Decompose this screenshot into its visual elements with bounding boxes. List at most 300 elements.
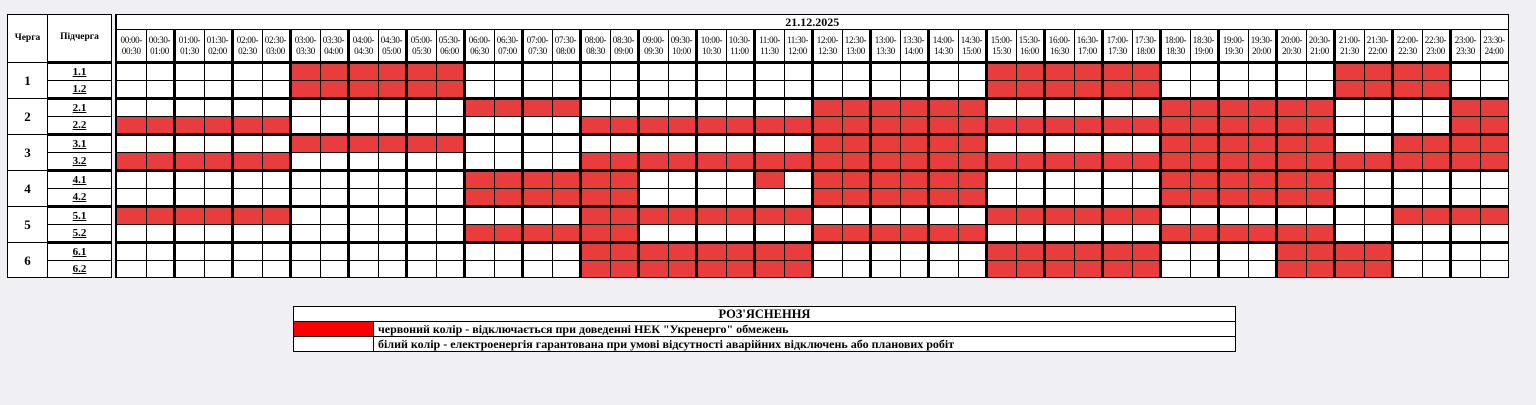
outage-cell <box>146 117 174 135</box>
power-cell <box>494 261 522 278</box>
time-slot-header <box>1364 30 1392 63</box>
outage-cell <box>552 225 580 243</box>
outage-cell <box>1450 153 1480 171</box>
power-cell <box>522 135 552 153</box>
outage-cell <box>1218 117 1248 135</box>
power-cell <box>116 99 146 117</box>
outage-cell <box>1074 207 1102 225</box>
power-cell <box>668 135 696 153</box>
outage-cell <box>1218 189 1248 207</box>
legend-table <box>293 306 1236 352</box>
outage-cell <box>378 81 406 99</box>
power-cell <box>986 225 1016 243</box>
outage-cell <box>928 153 958 171</box>
time-slot-start: 11:00- <box>758 34 781 45</box>
subqueue-link[interactable]: 5.1 <box>48 207 112 225</box>
outage-cell <box>986 63 1016 81</box>
power-cell <box>406 243 436 261</box>
outage-cell <box>668 153 696 171</box>
outage-cell <box>204 117 232 135</box>
outage-cell <box>580 189 610 207</box>
power-cell <box>1218 63 1248 81</box>
time-slot-end: 19:30 <box>1224 45 1243 56</box>
time-slot-start: 23:30- <box>1483 34 1505 45</box>
subqueue-link[interactable]: 1.1 <box>48 63 112 81</box>
outage-cell <box>1450 207 1480 225</box>
power-cell <box>1248 261 1276 278</box>
power-cell <box>232 189 262 207</box>
time-slot-end: 09:00 <box>614 45 633 56</box>
time-slot-start: 11:30- <box>786 34 809 45</box>
subqueue-link[interactable]: 5.2 <box>48 225 112 243</box>
outage-cell <box>1248 189 1276 207</box>
power-cell <box>320 225 348 243</box>
power-cell <box>1160 207 1190 225</box>
time-slot-header <box>1306 30 1334 63</box>
outage-cell <box>1074 81 1102 99</box>
power-cell <box>638 225 668 243</box>
time-slot-header <box>1160 30 1190 63</box>
outage-cell <box>958 225 986 243</box>
time-slot-header <box>900 30 928 63</box>
subqueue-link[interactable]: 6.1 <box>48 243 112 261</box>
time-slot-start: 21:00- <box>1338 34 1361 45</box>
outage-cell <box>1248 153 1276 171</box>
power-cell <box>610 99 638 117</box>
power-cell <box>1334 207 1364 225</box>
power-cell <box>638 189 668 207</box>
outage-cell <box>1160 171 1190 189</box>
power-cell <box>870 261 900 278</box>
power-cell <box>406 153 436 171</box>
time-slot-start: 08:30- <box>612 34 635 45</box>
outage-cell <box>1422 207 1450 225</box>
outage-cell <box>784 261 812 278</box>
power-cell <box>696 135 726 153</box>
power-cell <box>1334 189 1364 207</box>
outage-cell <box>1190 153 1218 171</box>
power-cell <box>842 63 870 81</box>
outage-cell <box>754 261 784 278</box>
outage-cell <box>522 189 552 207</box>
time-slot-header <box>1450 30 1480 63</box>
outage-cell <box>1044 207 1074 225</box>
power-cell <box>436 153 464 171</box>
outage-cell <box>1102 81 1132 99</box>
power-cell <box>552 63 580 81</box>
time-slot-end: 14:00 <box>904 45 923 56</box>
time-slot-end: 07:30 <box>528 45 547 56</box>
outage-cell <box>986 207 1016 225</box>
outage-cell <box>1044 63 1074 81</box>
subqueue-link[interactable]: 3.1 <box>48 135 112 153</box>
outage-cell <box>1190 99 1218 117</box>
power-cell <box>116 171 146 189</box>
time-slot-start: 00:30- <box>148 34 171 45</box>
outage-cell <box>870 171 900 189</box>
power-cell <box>204 261 232 278</box>
outage-cell <box>1218 171 1248 189</box>
time-slot-header <box>174 30 204 63</box>
power-cell <box>1392 117 1422 135</box>
power-cell <box>1450 81 1480 99</box>
power-cell <box>204 243 232 261</box>
time-slot-start: 19:00- <box>1222 34 1245 45</box>
outage-cell <box>1044 243 1074 261</box>
outage-cell <box>638 153 668 171</box>
power-cell <box>290 243 320 261</box>
power-cell <box>696 99 726 117</box>
power-cell <box>1074 99 1102 117</box>
outage-cell <box>320 81 348 99</box>
outage-cell <box>1132 207 1160 225</box>
queue-label: 2 <box>8 99 48 135</box>
power-cell <box>290 117 320 135</box>
power-cell <box>1248 81 1276 99</box>
power-cell <box>958 207 986 225</box>
outage-cell <box>290 135 320 153</box>
power-cell <box>1102 189 1132 207</box>
power-cell <box>1276 63 1306 81</box>
power-cell <box>406 171 436 189</box>
power-cell <box>146 243 174 261</box>
outage-cell <box>668 261 696 278</box>
power-cell <box>1218 261 1248 278</box>
time-slot-header <box>262 30 290 63</box>
outage-cell <box>842 135 870 153</box>
time-slot-start: 10:00- <box>700 34 723 45</box>
outage-cell <box>580 117 610 135</box>
power-cell <box>1450 261 1480 278</box>
outage-cell <box>378 63 406 81</box>
power-cell <box>262 261 290 278</box>
outage-cell <box>784 117 812 135</box>
outage-cell <box>1102 243 1132 261</box>
outage-cell <box>900 189 928 207</box>
outage-cell <box>116 207 146 225</box>
outage-cell <box>1160 189 1190 207</box>
outage-cell <box>146 153 174 171</box>
outage-cell <box>812 117 842 135</box>
subqueue-link[interactable]: 3.2 <box>48 153 112 171</box>
power-cell <box>1480 189 1508 207</box>
outage-cell <box>1074 243 1102 261</box>
time-slot-start: 05:00- <box>410 34 433 45</box>
power-cell <box>552 117 580 135</box>
time-slot-end: 17:30 <box>1108 45 1127 56</box>
queue-label: 5 <box>8 207 48 243</box>
power-cell <box>1074 189 1102 207</box>
time-slot-end: 19:00 <box>1194 45 1213 56</box>
outage-cell <box>1392 81 1422 99</box>
power-cell <box>348 99 378 117</box>
power-cell <box>900 261 928 278</box>
power-cell <box>1132 225 1160 243</box>
outage-cell <box>726 243 754 261</box>
time-slot-end: 14:30 <box>934 45 953 56</box>
subqueue-link[interactable]: 2.1 <box>48 99 112 117</box>
time-slot-end: 12:30 <box>818 45 837 56</box>
time-slot-header <box>870 30 900 63</box>
power-cell <box>1190 261 1218 278</box>
time-slot-start: 22:00- <box>1396 34 1419 45</box>
power-cell <box>174 261 204 278</box>
time-slot-end: 00:30 <box>121 45 141 56</box>
power-cell <box>232 99 262 117</box>
power-cell <box>1422 243 1450 261</box>
outage-cell <box>842 153 870 171</box>
power-cell <box>726 99 754 117</box>
power-cell <box>754 99 784 117</box>
outage-cell <box>1480 153 1508 171</box>
power-cell <box>290 99 320 117</box>
outage-cell <box>1450 135 1480 153</box>
time-slot-end: 11:00 <box>730 45 749 56</box>
outage-cell <box>696 153 726 171</box>
outage-cell <box>696 207 726 225</box>
outage-cell <box>928 135 958 153</box>
power-cell <box>1422 171 1450 189</box>
time-slot-end: 10:30 <box>702 45 721 56</box>
outage-cell <box>1392 63 1422 81</box>
outage-cell <box>842 189 870 207</box>
outage-cell <box>928 117 958 135</box>
power-cell <box>986 99 1016 117</box>
outage-cell <box>1422 63 1450 81</box>
outage-cell <box>842 99 870 117</box>
power-cell <box>870 207 900 225</box>
outage-cell <box>1392 207 1422 225</box>
power-cell <box>204 81 232 99</box>
time-slot-end: 10:00 <box>672 45 691 56</box>
outage-cell <box>348 135 378 153</box>
outage-cell <box>494 225 522 243</box>
power-cell <box>1334 99 1364 117</box>
time-slot-header <box>116 30 146 63</box>
outage-cell <box>1480 117 1508 135</box>
power-cell <box>348 243 378 261</box>
time-slot-header <box>1102 30 1132 63</box>
power-cell <box>958 81 986 99</box>
time-slot-header <box>1190 30 1218 63</box>
power-cell <box>668 225 696 243</box>
outage-cell <box>1306 189 1334 207</box>
power-cell <box>204 189 232 207</box>
subqueue-link[interactable]: 4.2 <box>48 189 112 207</box>
power-cell <box>1132 189 1160 207</box>
power-cell <box>522 63 552 81</box>
time-slot-end: 18:00 <box>1136 45 1155 56</box>
power-cell <box>464 261 494 278</box>
outage-cell <box>1306 261 1334 278</box>
power-cell <box>290 171 320 189</box>
outage-cell <box>580 171 610 189</box>
power-cell <box>1044 99 1074 117</box>
power-cell <box>406 99 436 117</box>
power-cell <box>1218 243 1248 261</box>
power-cell <box>494 243 522 261</box>
outage-cell <box>812 99 842 117</box>
time-slot-header <box>784 30 812 63</box>
outage-cell <box>1450 117 1480 135</box>
power-cell <box>494 63 522 81</box>
subqueue-link[interactable]: 4.1 <box>48 171 112 189</box>
time-slot-start: 21:30- <box>1366 34 1389 45</box>
power-cell <box>348 261 378 278</box>
time-slot-start: 03:30- <box>322 34 345 45</box>
power-cell <box>406 207 436 225</box>
time-slot-header <box>754 30 784 63</box>
power-cell <box>406 189 436 207</box>
power-cell <box>1306 81 1334 99</box>
power-cell <box>1450 225 1480 243</box>
power-cell <box>522 261 552 278</box>
outage-cell <box>1248 171 1276 189</box>
power-cell <box>494 207 522 225</box>
outage-cell <box>958 117 986 135</box>
power-cell <box>1160 243 1190 261</box>
power-cell <box>1480 63 1508 81</box>
time-slot-start: 15:00- <box>990 34 1013 45</box>
power-cell <box>146 225 174 243</box>
power-cell <box>232 81 262 99</box>
power-cell <box>436 225 464 243</box>
outage-cell <box>436 63 464 81</box>
power-cell <box>464 207 494 225</box>
time-slot-start: 04:30- <box>380 34 403 45</box>
outage-cell <box>1306 243 1334 261</box>
power-cell <box>146 171 174 189</box>
outage-cell <box>696 261 726 278</box>
power-cell <box>1102 171 1132 189</box>
outage-cell <box>1016 63 1044 81</box>
outage-cell <box>1306 153 1334 171</box>
outage-cell <box>1334 81 1364 99</box>
power-cell <box>610 81 638 99</box>
power-cell <box>552 135 580 153</box>
power-cell <box>1450 171 1480 189</box>
outage-cell <box>1190 189 1218 207</box>
time-slot-start: 04:00- <box>352 34 375 45</box>
power-cell <box>348 225 378 243</box>
power-cell <box>900 63 928 81</box>
power-cell <box>696 81 726 99</box>
outage-cell <box>1190 171 1218 189</box>
power-cell <box>204 99 232 117</box>
outage-cell <box>1160 153 1190 171</box>
subqueue-link[interactable]: 2.2 <box>48 117 112 135</box>
outage-cell <box>812 135 842 153</box>
power-cell <box>610 63 638 81</box>
time-slot-end: 15:00 <box>962 45 981 56</box>
power-cell <box>1392 261 1422 278</box>
power-cell <box>668 63 696 81</box>
power-cell <box>1480 225 1508 243</box>
time-slot-start: 00:00- <box>120 34 142 45</box>
outage-cell <box>1044 153 1074 171</box>
outage-cell <box>1160 135 1190 153</box>
outage-cell <box>958 153 986 171</box>
power-cell <box>464 63 494 81</box>
outage-cell <box>262 207 290 225</box>
power-cell <box>348 153 378 171</box>
outage-cell <box>1044 261 1074 278</box>
time-slot-start: 22:30- <box>1424 34 1447 45</box>
outage-cell <box>1422 135 1450 153</box>
time-slot-start: 23:00- <box>1454 34 1477 45</box>
outage-cell <box>1422 153 1450 171</box>
power-cell <box>1450 243 1480 261</box>
power-cell <box>174 189 204 207</box>
power-cell <box>378 243 406 261</box>
time-slot-start: 17:00- <box>1106 34 1129 45</box>
queue-label: 1 <box>8 63 48 99</box>
outage-cell <box>1276 261 1306 278</box>
power-cell <box>552 207 580 225</box>
power-cell <box>1102 99 1132 117</box>
time-slot-end: 18:30 <box>1166 45 1185 56</box>
outage-cell <box>870 99 900 117</box>
outage-cell <box>464 171 494 189</box>
power-cell <box>870 81 900 99</box>
outage-cell <box>986 243 1016 261</box>
time-slot-end: 23:00 <box>1426 45 1445 56</box>
power-cell <box>754 225 784 243</box>
outage-cell <box>1074 117 1102 135</box>
power-cell <box>204 135 232 153</box>
time-slot-start: 14:00- <box>932 34 955 45</box>
power-cell <box>1422 99 1450 117</box>
power-cell <box>812 243 842 261</box>
outage-cell <box>580 207 610 225</box>
outage-cell <box>522 225 552 243</box>
subqueue-link[interactable]: 6.2 <box>48 261 112 278</box>
outage-cell <box>986 261 1016 278</box>
outage-cell <box>1306 225 1334 243</box>
power-cell <box>116 243 146 261</box>
subqueue-link[interactable]: 1.2 <box>48 81 112 99</box>
power-cell <box>116 261 146 278</box>
power-cell <box>232 135 262 153</box>
power-cell <box>262 135 290 153</box>
time-slot-start: 18:00- <box>1164 34 1187 45</box>
outage-cell <box>986 117 1016 135</box>
legend-title: РОЗ'ЯСНЕННЯ <box>294 307 1236 322</box>
power-cell <box>436 207 464 225</box>
power-cell <box>348 117 378 135</box>
power-cell <box>1160 81 1190 99</box>
power-cell <box>552 153 580 171</box>
time-slot-start: 05:30- <box>438 34 461 45</box>
power-cell <box>668 81 696 99</box>
power-cell <box>726 189 754 207</box>
power-cell <box>668 189 696 207</box>
power-cell <box>204 63 232 81</box>
power-cell <box>522 207 552 225</box>
outage-cell <box>928 225 958 243</box>
time-slot-start: 12:00- <box>816 34 839 45</box>
outage-cell <box>436 135 464 153</box>
power-cell <box>232 225 262 243</box>
power-cell <box>1334 225 1364 243</box>
power-cell <box>522 117 552 135</box>
power-cell <box>1392 225 1422 243</box>
power-cell <box>262 225 290 243</box>
power-cell <box>174 243 204 261</box>
power-cell <box>1364 171 1392 189</box>
outage-cell <box>610 243 638 261</box>
outage-cell <box>696 243 726 261</box>
